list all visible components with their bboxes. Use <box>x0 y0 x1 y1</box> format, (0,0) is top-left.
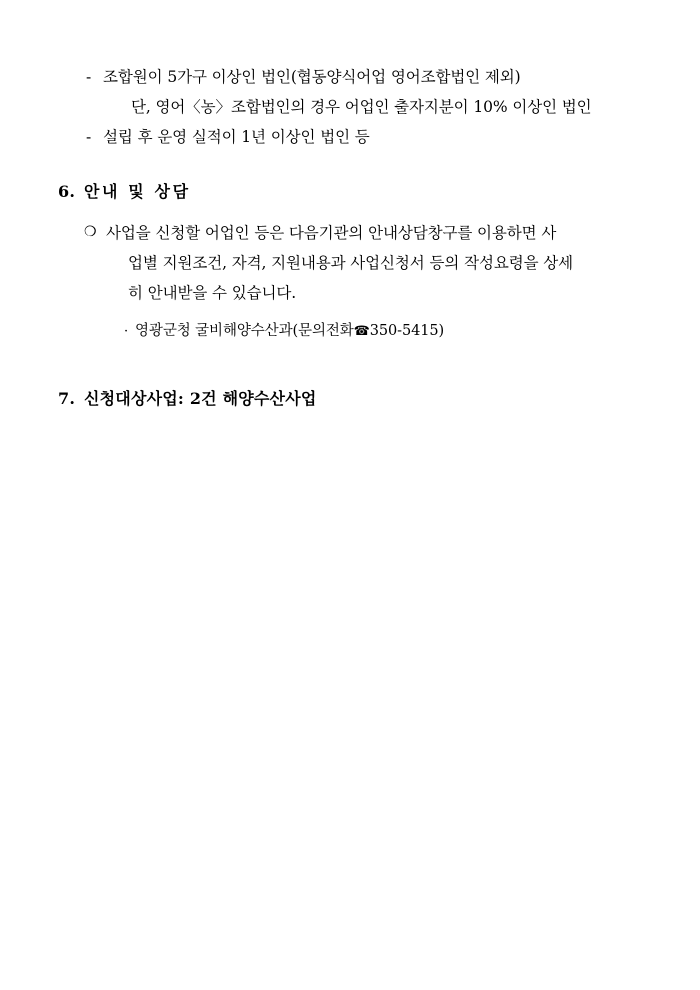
condition-list <box>58 62 642 153</box>
paragraph-line: 업별 지원조건, 자격, 지원내용과 사업신청서 등의 작성요령을 상세 <box>128 253 574 272</box>
contact-line <box>124 318 642 346</box>
paragraph-line: 사업을 신청할 어업인 등은 다음기관의 안내상담창구를 이용하면 사 <box>106 223 557 242</box>
contact-phone-number: 350-5415) <box>369 323 444 340</box>
middot-bullet-icon: · <box>124 324 129 340</box>
section-title: 안내 및 상담 <box>84 181 191 201</box>
dash-bullet-icon: - <box>86 68 92 86</box>
list-item-text: 조합원이 5가구 이상인 법인(협동양식어업 영어조합법인 제외) <box>103 68 521 86</box>
paragraph-line: 히 안내받을 수 있습니다. <box>128 284 297 303</box>
section-title: 신청대상사업: 2건 해양수산사업 <box>84 388 317 408</box>
list-item-subtext: 단, 영어〈농〉조합법인의 경우 어업인 출자지분이 10% 이상인 법인 <box>131 98 592 117</box>
section-heading-6 <box>58 179 642 202</box>
telephone-icon: ☎ <box>353 324 370 340</box>
section-heading-7 <box>58 386 642 409</box>
section-number: 7. <box>58 388 76 408</box>
circle-bullet-icon: ❍ <box>84 223 97 240</box>
list-item <box>86 62 642 92</box>
dash-bullet-icon: - <box>86 128 92 147</box>
list-item <box>86 122 642 152</box>
section-number: 6. <box>58 181 76 201</box>
contact-office: 영광군청 굴비해양수산과(문의전화 <box>135 323 354 340</box>
list-item-text: 설립 후 운영 실적이 1년 이상인 법인 등 <box>103 128 370 147</box>
guidance-paragraph <box>84 218 642 309</box>
guidance-paragraph-body <box>106 218 642 309</box>
